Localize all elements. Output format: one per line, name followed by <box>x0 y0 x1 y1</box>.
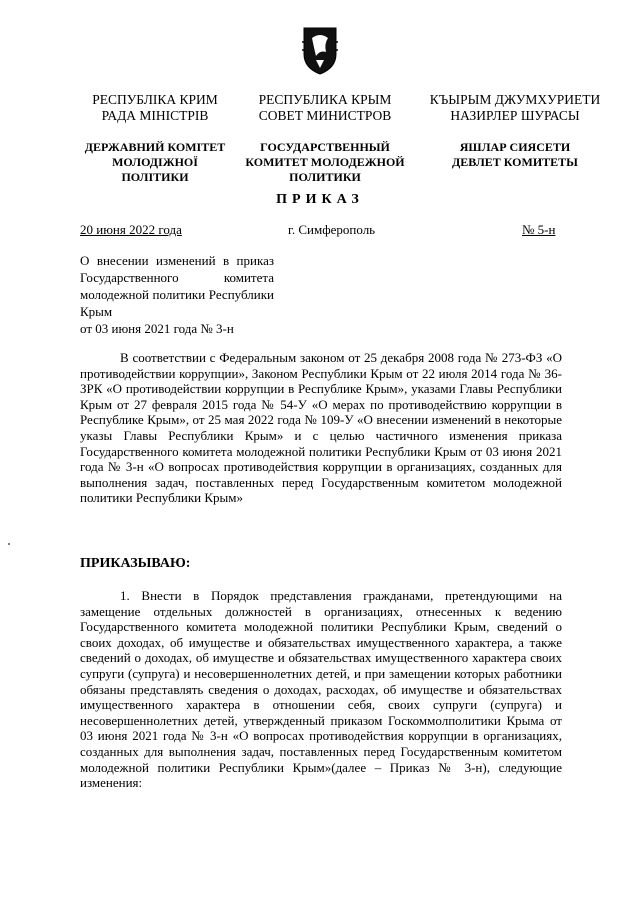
government-name-ua: РЕСПУБЛІКА КРИМ РАДА МІНІСТРІВ <box>92 92 218 123</box>
order-city: г. Симферополь <box>288 222 376 237</box>
letterhead-crimean-tatar <box>410 92 620 170</box>
government-name-crh: КЪЫРЫМ ДЖУМХУРИЕТИ НАЗИРЛЕР ШУРАСЫ <box>429 92 601 123</box>
letterhead-ukrainian <box>60 92 250 185</box>
committee-name-crh: ЯШЛАР СИЯСЕТИ ДЕВЛЕТ КОМИТЕТЫ <box>452 140 578 169</box>
subject-last-line: от 03 июня 2021 года № 3-н <box>80 321 234 336</box>
order-date: 20 июня 2022 года <box>80 222 182 237</box>
preamble-paragraph: В соответствии с Федеральным законом от 25 декабря 2008 года № 273-ФЗ «О противодействии коррупции», Законом Республики Крым от 22 июля 2014 года № 36-ЗРК «О противодействии коррупции в Республике Крым», указами Главы Республики Крым от 27 февраля 2015 года № 54-У «О мерах по противодействию коррупции в Республике Крым», от 25 мая 2022 года № 109-У «О внесении изменений в некоторые указы Главы Республики Крым» и с целью частичного изменения приказа Государственного комитета молодежной политики Республики Крым от 03 июня 2021 года № 3-н «О вопросах противодействия коррупции в организациях, созданных для выполнения задач, поставленных перед Государственным комитетом молодежной политики Республики Крым» <box>80 350 562 506</box>
crimea-coat-of-arms-icon <box>300 24 340 76</box>
orders-heading: ПРИКАЗЫВАЮ: <box>80 556 191 571</box>
subject-main: О внесении изменений в приказ Государственного комитета молодежной политики Республики Крым <box>80 253 274 319</box>
government-name-ru: РЕСПУБЛИКА КРЫМ СОВЕТ МИНИСТРОВ <box>258 92 392 123</box>
order-subject <box>80 252 274 337</box>
committee-name-ru: ГОСУДАРСТВЕННЫЙ КОМИТЕТ МОЛОДЕЖНОЙ ПОЛИТИКИ <box>245 140 405 184</box>
letterhead-russian <box>230 92 420 185</box>
committee-name-ua: ДЕРЖАВНИЙ КОМІТЕТ МОЛОДІЖНОЇ ПОЛІТИКИ <box>84 140 226 184</box>
scan-speck <box>8 543 10 545</box>
order-number: № 5-н <box>522 222 556 237</box>
order-item-1: 1. Внести в Порядок представления гражданами, претендующими на замещение отдельных должностей в организациях, отнесенных к ведению Государственного комитета молодежной политики Республики Крым, сведений о своих доходах, об имуществе и обязательствах имущественного характера, а также сведений о доходах, об имуществе и обязательствах имущественного характера своих супруги (супруга) и несовершеннолетних детей, и при замещении которых работники обязаны представлять сведения о доходах, расходах, об имуществе и обязательствах имущественного характера в отношении себя, своих супруги (супруга) и несовершеннолетних детей, утвержденный приказом Госкоммолполитики Крыма от 03 июня 2021 года № 3-н «О вопросах противодействия коррупции в организациях, созданных для выполнения задач, поставленных перед Государственным комитетом молодежной политики Республики Крым»(далее – Приказ № 3-н), следующие изменения: <box>80 588 562 791</box>
document-title: ПРИКАЗ <box>276 192 364 207</box>
